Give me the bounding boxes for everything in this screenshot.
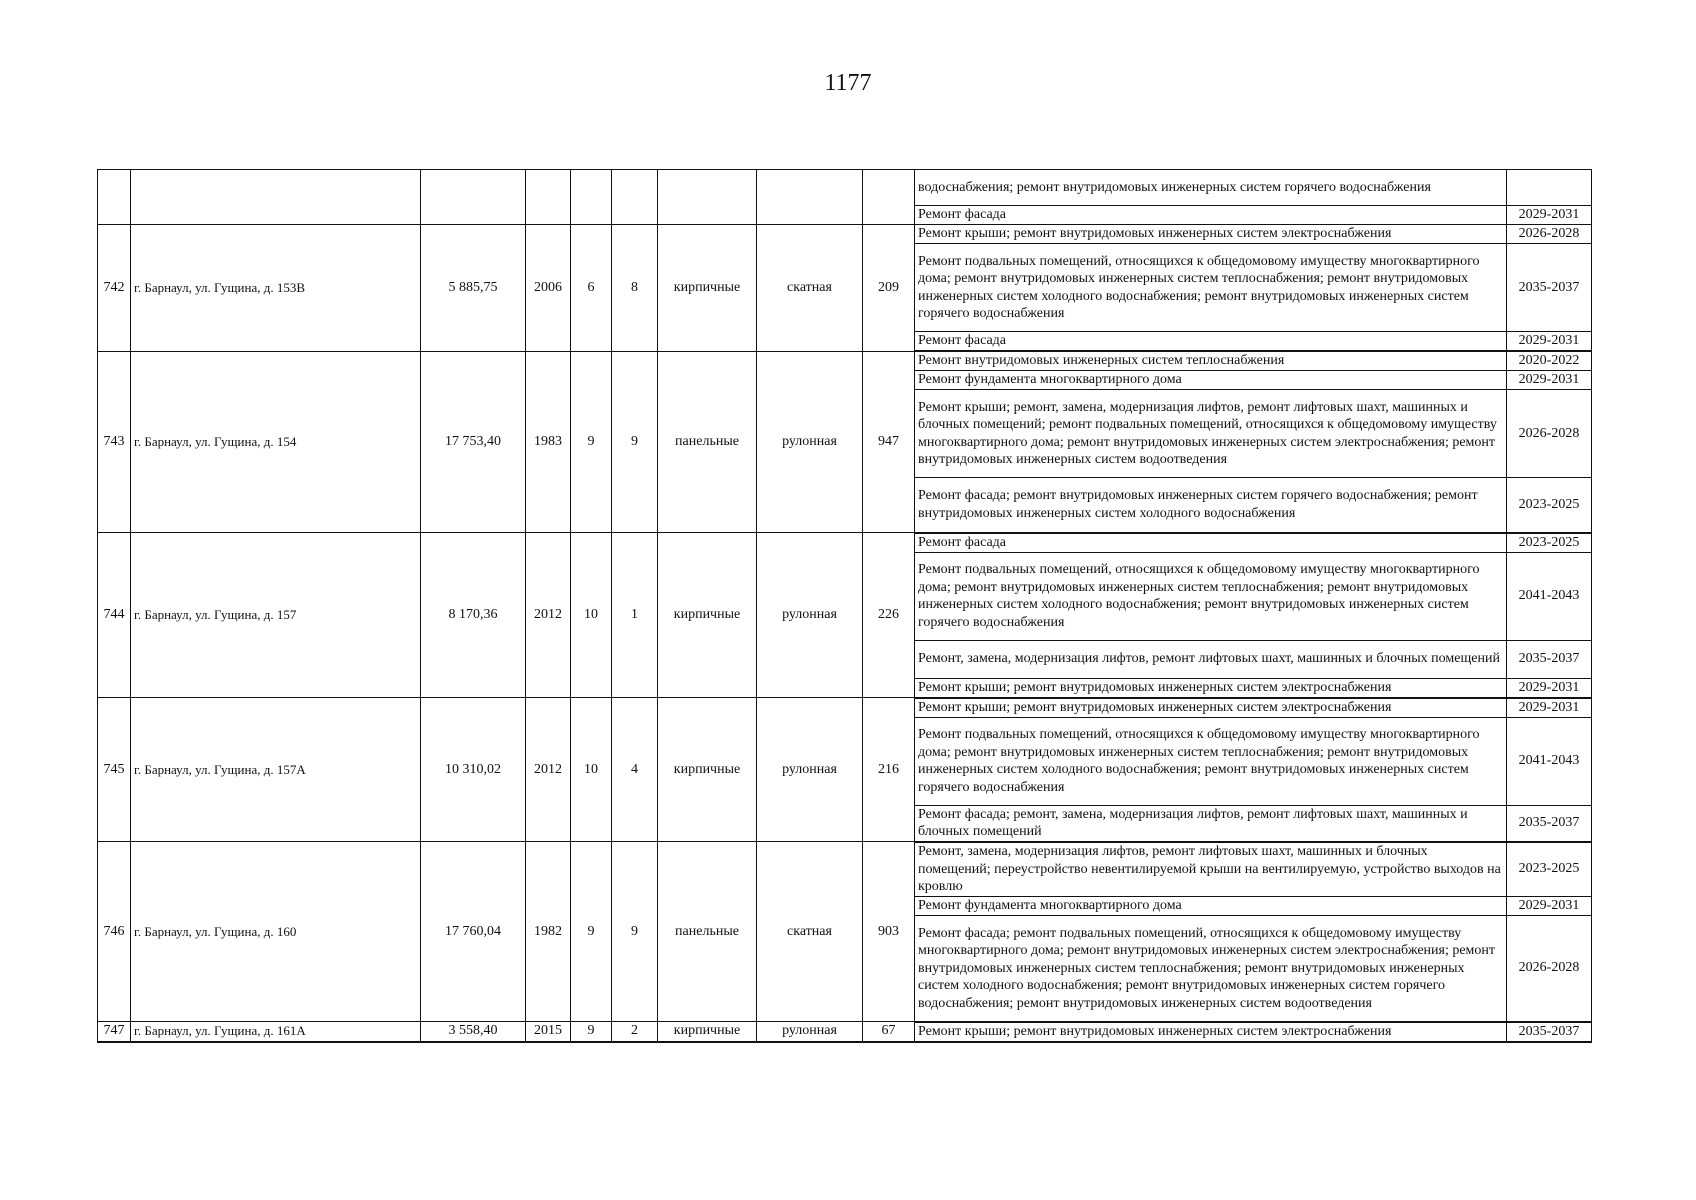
table-row	[98, 1022, 1592, 1042]
build-year: 1983	[526, 351, 571, 533]
table-row	[98, 698, 1592, 718]
empty-cell	[612, 170, 658, 225]
wall-material: кирпичные	[658, 698, 757, 842]
empty-cell	[131, 170, 421, 225]
row-number: 745	[98, 698, 131, 842]
floors-count: 10	[571, 533, 612, 698]
work-period: 2023-2025	[1507, 842, 1592, 897]
empty-cell	[658, 170, 757, 225]
build-year: 2015	[526, 1022, 571, 1042]
work-period: 2026-2028	[1507, 225, 1592, 244]
house-area: 3 558,40	[421, 1022, 526, 1042]
work-period: 2035-2037	[1507, 640, 1592, 678]
row-number: 747	[98, 1022, 131, 1042]
wall-material: кирпичные	[658, 533, 757, 698]
work-period: 2029-2031	[1507, 698, 1592, 718]
work-description: Ремонт фасада; ремонт, замена, модернизация лифтов, ремонт лифтовых шахт, машинных и блочных помещений	[915, 805, 1507, 842]
entrances-count: 8	[612, 225, 658, 352]
work-period: 2029-2031	[1507, 371, 1592, 390]
residents-count: 209	[863, 225, 915, 352]
work-description: Ремонт внутридомовых инженерных систем теплоснабжения	[915, 351, 1507, 371]
work-period: 2035-2037	[1507, 805, 1592, 842]
house-address: г. Барнаул, ул. Гущина, д. 161А	[131, 1022, 421, 1042]
work-description: Ремонт крыши; ремонт, замена, модернизация лифтов, ремонт лифтовых шахт, машинных и блочных помещений; ремонт подвальных помещений, относящихся к общедомовому имуществу многоквартирного дома; ремонт внутридомовых инженерных систем электроснабжения; ремонт внутридомовых инженерных систем водоотведения	[915, 390, 1507, 478]
work-period: 2023-2025	[1507, 533, 1592, 553]
work-description: Ремонт фасада	[915, 332, 1507, 352]
residents-count: 226	[863, 533, 915, 698]
row-number: 744	[98, 533, 131, 698]
work-period: 2020-2022	[1507, 351, 1592, 371]
residents-count: 67	[863, 1022, 915, 1042]
build-year: 2012	[526, 698, 571, 842]
work-period: 2029-2031	[1507, 332, 1592, 352]
table-row	[98, 533, 1592, 553]
work-period: 2041-2043	[1507, 552, 1592, 640]
floors-count: 6	[571, 225, 612, 352]
continuation-row	[98, 170, 1592, 206]
work-description: Ремонт фундамента многоквартирного дома	[915, 897, 1507, 916]
work-period: 2035-2037	[1507, 1022, 1592, 1042]
empty-cell	[98, 170, 131, 225]
build-year: 2006	[526, 225, 571, 352]
roof-type: рулонная	[757, 1022, 863, 1042]
entrances-count: 2	[612, 1022, 658, 1042]
work-description: Ремонт фасада	[915, 206, 1507, 225]
wall-material: кирпичные	[658, 225, 757, 352]
table-body	[98, 170, 1592, 1042]
entrances-count: 1	[612, 533, 658, 698]
empty-cell	[571, 170, 612, 225]
work-description: Ремонт крыши; ремонт внутридомовых инженерных систем электроснабжения	[915, 1022, 1507, 1042]
wall-material: панельные	[658, 842, 757, 1022]
work-period: 2035-2037	[1507, 244, 1592, 332]
house-area: 10 310,02	[421, 698, 526, 842]
residents-count: 216	[863, 698, 915, 842]
work-description: Ремонт крыши; ремонт внутридомовых инженерных систем электроснабжения	[915, 698, 1507, 718]
work-period: 2029-2031	[1507, 897, 1592, 916]
work-description: Ремонт, замена, модернизация лифтов, ремонт лифтовых шахт, машинных и блочных помещений; переустройство невентилируемой крыши на вентилируемую, устройство выходов на кровлю	[915, 842, 1507, 897]
work-description: Ремонт подвальных помещений, относящихся к общедомовому имуществу многоквартирного дома; ремонт внутридомовых инженерных систем теплоснабжения; ремонт внутридомовых инженерных систем холодного водоснабжения; ремонт внутридомовых инженерных систем горячего водоснабжения	[915, 244, 1507, 332]
work-period: 2026-2028	[1507, 916, 1592, 1022]
residents-count: 903	[863, 842, 915, 1022]
work-period: 2029-2031	[1507, 678, 1592, 698]
house-area: 17 753,40	[421, 351, 526, 533]
work-period	[1507, 170, 1592, 206]
house-area: 8 170,36	[421, 533, 526, 698]
house-address: г. Барнаул, ул. Гущина, д. 160	[131, 842, 421, 1022]
page-number: 1177	[824, 70, 872, 96]
roof-type: скатная	[757, 225, 863, 352]
house-address: г. Барнаул, ул. Гущина, д. 153В	[131, 225, 421, 352]
work-description: Ремонт фасада	[915, 533, 1507, 553]
row-number: 742	[98, 225, 131, 352]
work-period: 2023-2025	[1507, 478, 1592, 533]
row-number: 746	[98, 842, 131, 1022]
house-area: 17 760,04	[421, 842, 526, 1022]
wall-material: панельные	[658, 351, 757, 533]
entrances-count: 9	[612, 842, 658, 1022]
empty-cell	[421, 170, 526, 225]
roof-type: скатная	[757, 842, 863, 1022]
build-year: 2012	[526, 533, 571, 698]
roof-type: рулонная	[757, 533, 863, 698]
work-description: водоснабжения; ремонт внутридомовых инженерных систем горячего водоснабжения	[915, 170, 1507, 206]
build-year: 1982	[526, 842, 571, 1022]
work-description: Ремонт фундамента многоквартирного дома	[915, 371, 1507, 390]
house-address: г. Барнаул, ул. Гущина, д. 157А	[131, 698, 421, 842]
residents-count: 947	[863, 351, 915, 533]
house-area: 5 885,75	[421, 225, 526, 352]
work-period: 2029-2031	[1507, 206, 1592, 225]
floors-count: 10	[571, 698, 612, 842]
roof-type: рулонная	[757, 698, 863, 842]
floors-count: 9	[571, 842, 612, 1022]
work-period: 2041-2043	[1507, 717, 1592, 805]
empty-cell	[526, 170, 571, 225]
table-row	[98, 225, 1592, 244]
entrances-count: 4	[612, 698, 658, 842]
table-row	[98, 842, 1592, 897]
empty-cell	[863, 170, 915, 225]
work-description: Ремонт крыши; ремонт внутридомовых инженерных систем электроснабжения	[915, 678, 1507, 698]
floors-count: 9	[571, 351, 612, 533]
house-address: г. Барнаул, ул. Гущина, д. 157	[131, 533, 421, 698]
empty-cell	[757, 170, 863, 225]
wall-material: кирпичные	[658, 1022, 757, 1042]
work-description: Ремонт крыши; ремонт внутридомовых инженерных систем электроснабжения	[915, 225, 1507, 244]
table-row	[98, 351, 1592, 371]
work-description: Ремонт фасада; ремонт внутридомовых инженерных систем горячего водоснабжения; ремонт внутридомовых инженерных систем холодного водоснабжения	[915, 478, 1507, 533]
house-address: г. Барнаул, ул. Гущина, д. 154	[131, 351, 421, 533]
work-description: Ремонт подвальных помещений, относящихся к общедомовому имуществу многоквартирного дома; ремонт внутридомовых инженерных систем теплоснабжения; ремонт внутридомовых инженерных систем холодного водоснабжения; ремонт внутридомовых инженерных систем горячего водоснабжения	[915, 717, 1507, 805]
capital-repair-table	[97, 169, 1592, 1043]
work-period: 2026-2028	[1507, 390, 1592, 478]
work-description: Ремонт фасада; ремонт подвальных помещений, относящихся к общедомовому имуществу многоквартирного дома; ремонт внутридомовых инженерных систем электроснабжения; ремонт внутридомовых инженерных систем теплоснабжения; ремонт внутридомовых инженерных систем холодного водоснабжения; ремонт внутридомовых инженерных систем горячего водоснабжения; ремонт внутридомовых инженерных систем водоотведения	[915, 916, 1507, 1022]
floors-count: 9	[571, 1022, 612, 1042]
work-description: Ремонт, замена, модернизация лифтов, ремонт лифтовых шахт, машинных и блочных помещений	[915, 640, 1507, 678]
roof-type: рулонная	[757, 351, 863, 533]
row-number: 743	[98, 351, 131, 533]
work-description: Ремонт подвальных помещений, относящихся к общедомовому имуществу многоквартирного дома; ремонт внутридомовых инженерных систем теплоснабжения; ремонт внутридомовых инженерных систем холодного водоснабжения; ремонт внутридомовых инженерных систем горячего водоснабжения	[915, 552, 1507, 640]
entrances-count: 9	[612, 351, 658, 533]
